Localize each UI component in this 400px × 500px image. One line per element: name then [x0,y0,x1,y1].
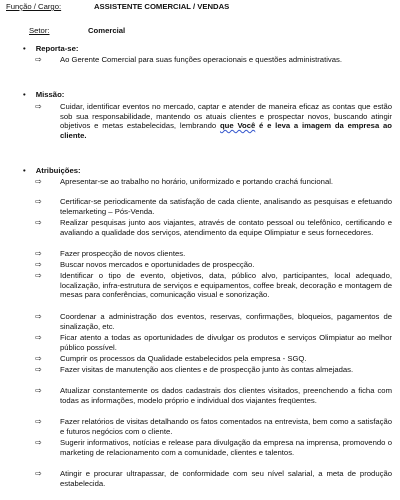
sector-row [29,26,126,36]
arrow-icon: ⇨ [35,102,42,111]
arrow-icon: ⇨ [35,386,42,395]
bullet-icon: • [23,90,26,99]
missao-emphasis: é e leva a imagem da empresa ao cliente. [60,121,392,140]
arrow-icon: ⇨ [35,354,42,363]
arrow-icon: ⇨ [35,312,42,321]
sector-label: Setor: [29,26,50,35]
job-title-label: Função / Cargo: [6,2,62,11]
arrow-icon: ⇨ [35,218,42,227]
job-title-value: ASSISTENTE COMERCIAL / VENDAS [94,2,230,11]
list-item: ⇨ Atingir e procurar ultrapassar, de conformidade com seu nível salarial, a meta de produção estabelecida. [35,469,392,488]
list-item: ⇨ Fazer prospecção de novos clientes. [35,249,186,258]
job-title-row [6,2,230,12]
bullet-icon: • [23,166,26,175]
list-item: ⇨ Realizar pesquisas junto aos viajantes, através de contato pessoal ou telefônico, certificando e avaliando a qualidade dos serviços, atendimento da equipe Olimpiatur e seus fornecedores. [35,218,392,237]
list-item: ⇨ Ao Gerente Comercial para suas funções operacionais e questões administrativas. [35,55,343,64]
sector-value: Comercial [88,26,126,35]
arrow-icon: ⇨ [35,438,42,447]
arrow-icon: ⇨ [35,417,42,426]
list-item: ⇨ Cuidar, identificar eventos no mercado, captar e atender de maneira eficaz as contas que estão sob sua responsabilidade, mantendo os atuais clientes e prospectar novos, buscando atingir objetivos e metas estabelecidas, lembrando que Você é e leva a imagem da empresa ao cliente. [35,102,392,140]
arrow-icon: ⇨ [35,260,42,269]
list-item: ⇨ Fazer relatórios de visitas detalhando os fatos comentados na entrevista, bem como a satisfação e futuros negócios com o cliente. [35,417,392,436]
arrow-icon: ⇨ [35,333,42,342]
arrow-icon: ⇨ [35,177,42,186]
list-item: ⇨ Identificar o tipo de evento, objetivos, data, público alvo, participantes, local adequado, localização, infra-estrutura de serviços e equipamentos, coffee break, decoração e montagem de mesas para conferências, comunicação visual e sonorização. [35,271,392,300]
list-item: ⇨ Cumprir os processos da Qualidade estabelecidos pela empresa - SGQ. [35,354,307,363]
section-title: Missão: [35,90,65,99]
list-item: ⇨ Apresentar-se ao trabalho no horário, uniformizado e portando crachá funcional. [35,177,334,186]
bullet-icon: • [23,44,26,53]
arrow-icon: ⇨ [35,365,42,374]
arrow-icon: ⇨ [35,249,42,258]
list-item: ⇨ Ficar atento a todas as oportunidades de divulgar os produtos e serviços Olimpiatur ao melhor público possível. [35,333,392,352]
arrow-icon: ⇨ [35,271,42,280]
list-item: ⇨ Coordenar a administração dos eventos, reservas, confirmações, bloqueios, pagamentos de sinalização, etc. [35,312,392,331]
list-item: ⇨ Buscar novos mercados e oportunidades de prospecção. [35,260,255,269]
highlight-voce: que Você [219,121,256,131]
list-item: ⇨ Atualizar constantemente os dados cadastrais dos clientes visitados, preenchendo a ficha com todas as informações, modelo próprio e individual dos viajantes freqüentes. [35,386,392,405]
arrow-icon: ⇨ [35,55,42,64]
list-item: ⇨ Sugerir informativos, notícias e release para divulgação da empresa na imprensa, promovendo o marketing de relacionamento com a comunidade, clientes e talentos. [35,438,392,457]
list-item: ⇨ Certificar-se periodicamente da satisfação de cada cliente, analisando as pesquisas e efetuando telemarketing – Pós-Venda. [35,197,392,216]
section-title: Atribuições: [35,166,81,175]
section-title: Reporta-se: [35,44,79,53]
arrow-icon: ⇨ [35,197,42,206]
list-item: ⇨ Fazer visitas de manutenção aos clientes e de prospecção junto às contas almejadas. [35,365,354,374]
arrow-icon: ⇨ [35,469,42,478]
